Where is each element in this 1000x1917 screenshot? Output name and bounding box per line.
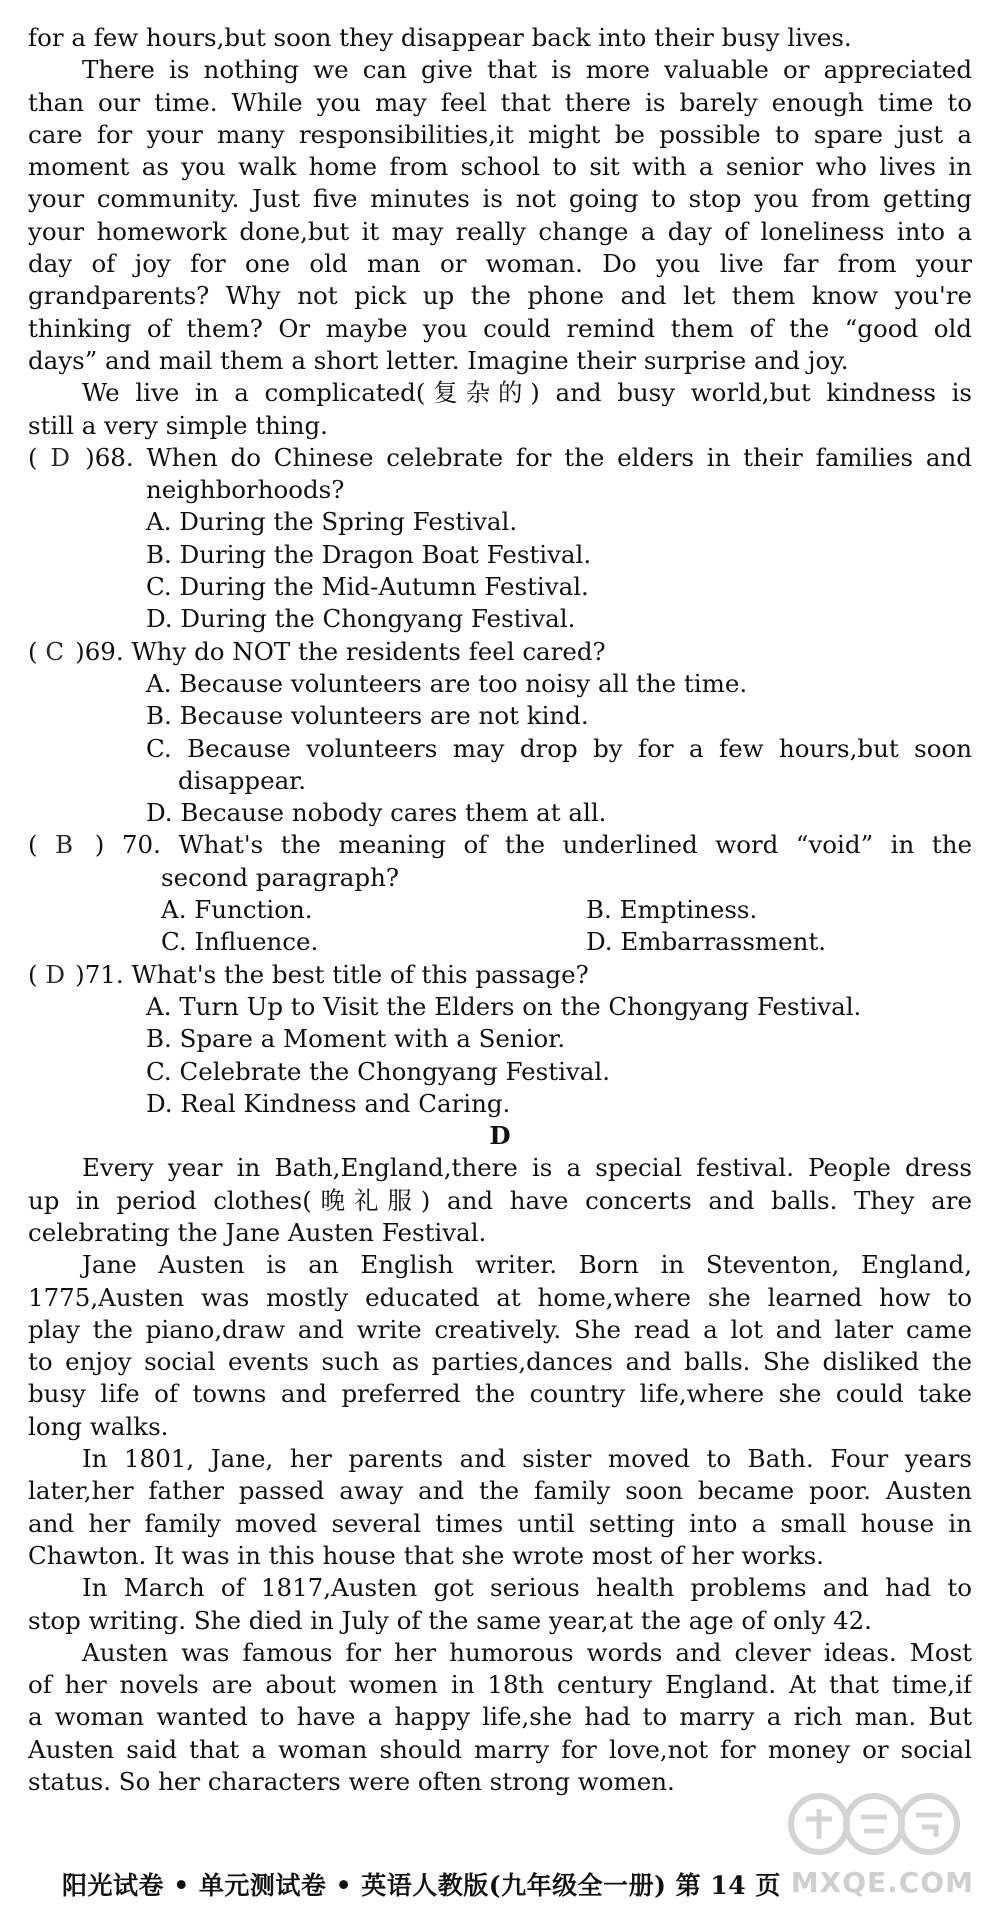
option-c: C. Because volunteers may drop by for a few hours,but soon <box>146 733 972 763</box>
option-row <box>28 926 972 958</box>
text-line: a woman wanted to have a happy life,she had to marry a rich man. But <box>28 1702 972 1732</box>
question-number: 69. <box>84 636 124 666</box>
text-line: moment as you walk home from school to sit with a senior who lives in <box>28 152 972 182</box>
option-d: D. Embarrassment. <box>586 927 827 957</box>
text-line: later,her father passed away and the family soon became poor. Austen <box>28 1476 972 1506</box>
question-number: 71. <box>84 959 124 989</box>
answer-mark: D <box>45 959 66 989</box>
option-b: B. During the Dragon Boat Festival. <box>146 539 592 569</box>
text-line: to enjoy social events such as parties,dances and balls. She disliked the <box>28 1347 972 1377</box>
option-b: B. Spare a Moment with a Senior. <box>146 1024 566 1054</box>
text-line: your homework done,but it may really change a day of loneliness into a <box>28 216 972 246</box>
question-text: What's the best title of this passage? <box>131 959 589 989</box>
option-c: C. Celebrate the Chongyang Festival. <box>146 1056 610 1086</box>
question-stem: ( C )69. Why do NOT the residents feel cared? <box>28 636 972 668</box>
text-line: stop writing. She died in July of the same year,at the age of only 42. <box>28 1605 872 1635</box>
page-footer: 阳光试卷 • 单元测试卷 • 英语人教版(九年级全一册) 第 14 页 <box>62 1871 781 1900</box>
text-line: In March of 1817,Austen got serious health problems and had to <box>82 1573 972 1603</box>
text-line: Austen said that a woman should marry for love,not for money or social <box>28 1734 972 1764</box>
site-watermark <box>704 1789 974 1899</box>
text-line: Chawton. It was in this house that she wrote most of her works. <box>28 1540 824 1570</box>
option-d: D. Because nobody cares them at all. <box>146 798 607 828</box>
question-70 <box>28 829 972 958</box>
section-heading: D <box>489 1121 511 1151</box>
text-line: We live in a complicated(复杂的) and busy world,but kindness is <box>82 378 972 408</box>
answer-mark: C <box>45 636 65 666</box>
question-stem: ( B ) 70. What's the meaning of the underlined word “void” in the <box>28 829 972 861</box>
text-line: play the piano,draw and write creatively. She read a lot and later came <box>28 1314 972 1344</box>
passage-c-tail <box>28 22 972 442</box>
option-a: A. Function. <box>161 895 313 925</box>
text-line: than our time. While you may feel that there is barely enough time to <box>28 87 972 117</box>
option-d: D. During the Chongyang Festival. <box>146 604 576 634</box>
text-line: 1775,Austen was mostly educated at home,where she learned how to <box>28 1282 972 1312</box>
option-row <box>28 894 972 926</box>
option-c: C. Influence. <box>161 927 319 957</box>
text-line: grandparents? Why not pick up the phone and let them know you're <box>28 281 972 311</box>
question-stem-cont: neighborhoods? <box>146 475 345 505</box>
question-68 <box>28 442 972 636</box>
text-line: and her family moved several times until setting into a small house in <box>28 1508 972 1538</box>
text-line: your community. Just five minutes is not going to stop you from getting <box>28 184 972 214</box>
option-a: A. During the Spring Festival. <box>146 507 518 537</box>
text-line: up in period clothes(晚礼服) and have concerts and balls. They are <box>28 1185 972 1215</box>
option-b: B. Emptiness. <box>586 895 758 925</box>
watermark-logo-icon <box>784 1789 964 1859</box>
option-c-cont: disappear. <box>178 765 306 795</box>
text-line: days” and mail them a short letter. Imagine their surprise and joy. <box>28 345 849 375</box>
question-71 <box>28 959 972 1120</box>
question-stem: ( D )68. When do Chinese celebrate for the elders in their families and <box>28 442 972 474</box>
text-line: Jane Austen is an English writer. Born in Steventon, England, <box>82 1250 972 1280</box>
text-line: thinking of them? Or maybe you could remind them of the “good old <box>28 313 972 343</box>
option-c: C. During the Mid-Autumn Festival. <box>146 572 589 602</box>
text-line: for a few hours,but soon they disappear back into their busy lives. <box>28 23 852 52</box>
answer-mark: D <box>50 442 71 472</box>
option-d: D. Real Kindness and Caring. <box>146 1088 511 1118</box>
answer-mark: B <box>55 830 74 860</box>
question-text: When do Chinese celebrate for the elders in their families and <box>146 442 972 472</box>
text-line: busy life of towns and preferred the country life,where she could take <box>28 1379 972 1409</box>
text-line: long walks. <box>28 1411 169 1441</box>
text-line: There is nothing we can give that is more valuable or appreciated <box>82 55 972 85</box>
text-line: celebrating the Jane Austen Festival. <box>28 1217 487 1247</box>
option-b: B. Because volunteers are not kind. <box>146 701 589 731</box>
text-line: still a very simple thing. <box>28 410 328 440</box>
text-line: Austen was famous for her humorous words and clever ideas. Most <box>82 1637 972 1667</box>
question-number: 68. <box>94 442 134 472</box>
exam-page <box>28 22 972 1798</box>
text-line: status. So her characters were often strong women. <box>28 1767 675 1797</box>
passage-d <box>28 1120 972 1798</box>
text-line: of her novels are about women in 18th century England. At that time,if <box>28 1670 972 1700</box>
question-69 <box>28 636 972 830</box>
question-stem: ( D )71. What's the best title of this passage? <box>28 959 972 991</box>
question-number: 70. <box>121 830 161 860</box>
question-text: Why do NOT the residents feel cared? <box>131 636 606 666</box>
watermark-text: MXQE.COM <box>790 1866 974 1899</box>
text-line: Every year in Bath,England,there is a special festival. People dress <box>82 1153 972 1183</box>
question-stem-cont: second paragraph? <box>161 862 400 892</box>
option-a: A. Turn Up to Visit the Elders on the Chongyang Festival. <box>146 991 862 1021</box>
text-line: In 1801, Jane, her parents and sister moved to Bath. Four years <box>82 1444 972 1474</box>
question-text: What's the meaning of the underlined word “void” in the <box>178 830 972 860</box>
text-line: day of joy for one old man or woman. Do you live far from your <box>28 249 972 279</box>
option-a: A. Because volunteers are too noisy all the time. <box>146 668 748 698</box>
text-line: care for your many responsibilities,it might be possible to spare just a <box>28 119 972 149</box>
